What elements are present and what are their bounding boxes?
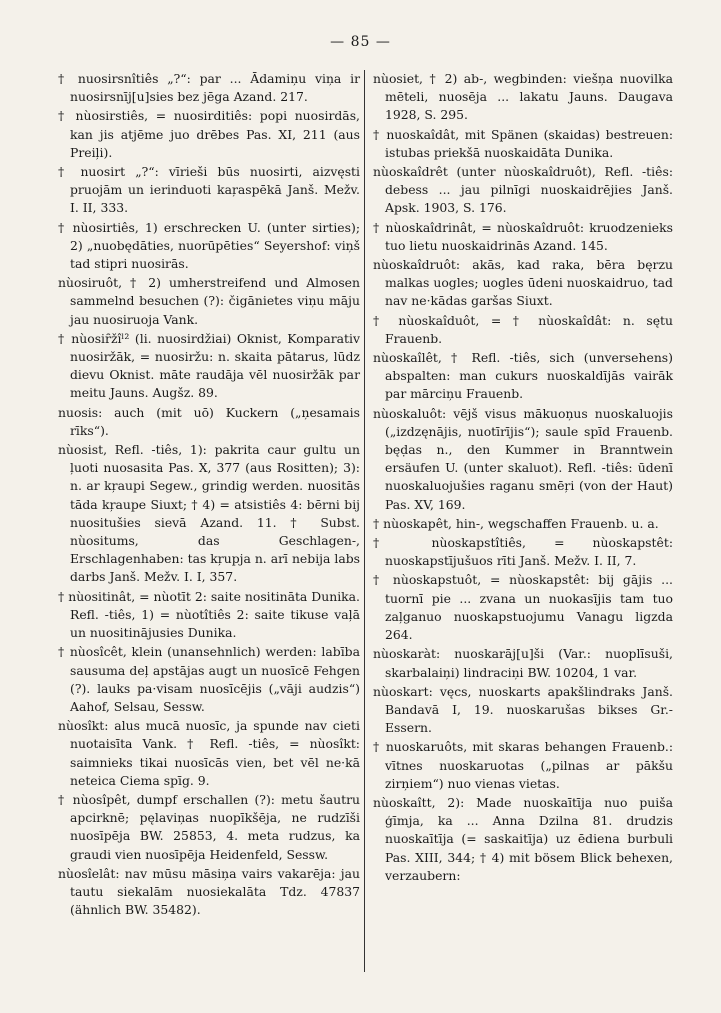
dictionary-entry: nùosist, Refl. -tiês, 1): pakrita caur gultu un ļuoti nuosasita Pas. X, 377 (aus Rositten); 3): n. ar kŗaupi Segew., grindig werden. nuositās tāda kŗaupe Siuxt; † 4) = atsistiês 4: bērni bij nuositušies sievā Azand. 11. † Subst. nùositums, das Geschlagen-, Erschlagenhaben: tas kŗupja n. arī nebija labs darbs Janš. Mežv. I. I, 357. [58, 442, 360, 585]
dictionary-entry: † nùoskapstîtiês, = nùoskapstêt: nuoskapstījušuos rīti Janš. Mežv. I. II, 7. [373, 535, 673, 569]
dictionary-entry: † nuoskaruôts, mit skaras behangen Frauenb.: vītnes nuoskaruotas („pilnas ar pākšu zirņiem“) nuo vienas vietas. [373, 739, 673, 791]
dictionary-entry: † nùosirstiês, = nuosirditiês: popi nuosirdās, kan jis atjēme juo drēbes Pas. XI, 211 (aus Preiļi). [58, 108, 360, 160]
dictionary-entry: nùoskaîdrêt (unter nùoskaîdruôt), Refl. -tiês: debess ... jau pilnīgi nuoskaidrējies Janš. Apsk. 1903, S. 176. [373, 164, 673, 216]
dictionary-entry: nùoskart: vęcs, nuoskarts apakšlindraks Janš. Bandavā I, 19. nuoskarušas bikses Gr.-Essern. [373, 683, 673, 736]
dictionary-entry: nùosiruôt, † 2) umherstreifend und Almosen sammelnd besuchen (?): čigānietes viņu māju jau nuosiruoja Vank. [58, 275, 360, 327]
column-divider [364, 70, 365, 972]
dictionary-entry: nùoskaîlêt, † Refl. -tiês, sich (unversehens) abspalten: man cukurs nuoskaldījās vairāk par mārciņu Frauenb. [373, 350, 673, 402]
dictionary-entry: nùosîelât: nav mūsu māsiņa vairs vakarēja: jau tautu siekalām nuosiekalāta Tdz. 47837 (ähnlich BW. 35482). [58, 865, 360, 918]
dictionary-entry: † nuoskaîdât, mit Spänen (skaidas) bestreuen: istubas priekšā nuoskaidāta Dunika. [373, 126, 673, 160]
dictionary-entry: † nùosîpêt, dumpf erschallen (?): metu šautru apcirknē; pęlaviņas nuopīkšēja, ne rudzīši nuosīpēja BW. 25853, 4. meta rudzus, ka graudi vien nuosīpēja Heidenfeld, Sessw. [58, 791, 360, 862]
dictionary-entry: † nuosirsnîtiês „?“: par ... Ādamiņu viņa ir nuosirsnīj[u]sies bez jēga Azand. 217. [58, 71, 360, 105]
dictionary-entry: nuosis: auch (mit uō) Kuckern („ņesamais rīks“). [58, 404, 360, 438]
dictionary-entry: † nuosirt „?“: vīrieši būs nuosirti, aizvęsti pruojām un ierinduoti kaŗaspēkā Janš. Mežv. I. II, 333. [58, 164, 360, 216]
dictionary-entry: † nùosirtiês, 1) erschrecken U. (unter sirties); 2) „nuobędāties, nuorūpēties“ Seyershof: viņš tad stipri nuosirās. [58, 219, 360, 272]
dictionary-entry: nùosîkt: alus mucā nuosīc, ja spunde nav cieti nuotaisīta Vank. † Refl. -tiês, = nùosîkt: saimnieks tikai nuosīcās vien, bet vēl ne·kā neteica Ciema spīg. 9. [58, 718, 360, 788]
dictionary-entry: † nùoskaîduôt, = † nùoskaîdât: n. sętu Frauenb. [373, 312, 673, 346]
dictionary-entry: nùosiet, † 2) ab-, wegbinden: viešņa nuovilka mēteli, nuosēja ... lakatu Jauns. Daugava 1928, S. 295. [373, 71, 673, 123]
right-column [373, 70, 673, 886]
left-column [58, 70, 360, 920]
dictionary-entry: † nùosîcêt, klein (unansehnlich) werden: labība sausuma deļ apstājas augt un nuosīcē Fehgen (?). lauks pa·visam nuosīcējis („vāji audzis“) Aahof, Selsau, Sessw. [58, 644, 360, 714]
dictionary-entry: nùoskaluôt: vējš visus mākuoņus nuoskaluojis („izdzęnājis, nuotīrījis“); saule spīd Frauenb. bęḍas n., den Kummer in Branntwein ersäufen U. (unter skaluot). Refl. -tiês: ūdenī nuoskaluojušies raganu smēŗi (von der Haut) Pas. XV, 169. [373, 405, 673, 512]
dictionary-entry: nùoskaràt: nuoskarāj[u]ši (Var.: nuoplīsuši, skarbalaiņi) lindraciņi BW. 10204, 1 var. [373, 646, 673, 680]
dictionary-entry: † nùoskapstuôt, = nùoskapstêt: bij gājis ... tuornī pie ... zvana un nuokasījis tam tuo zaļganuo nuoskapstuojumu Vanagu ligzda 264. [373, 572, 673, 643]
dictionary-entry: † nùoskapêt, hin-, wegschaffen Frauenb. u. a. [373, 515, 659, 531]
dictionary-entry: nùoskaîdruôt: akās, kad raka, bēra bęrzu malkas uogles; uogles ūdeni nuoskaidruo, tad nav ne·kādas garšas Siuxt. [373, 257, 673, 309]
dictionary-entry: † nùoskaîdrinât, = nùoskaîdruôt: kruodzenieks tuo lietu nuoskaidrinās Azand. 145. [373, 219, 673, 253]
dictionary-entry: † nùositinât, = nùotīt 2: saite nositināta Dunika. Refl. -tiês, 1) = nùotîtiês 2: saite tikuse vaļā un nuositinājusies Dunika. [58, 588, 360, 641]
dictionary-entry: † nùosiȓžîˡ² (li. nuosirdžiai) Oknist, Komparativ nuosiržāk, = nuosiržu: n. skaita pātarus, lūdz dievu Oknist. māte raudāja vēl nuosiržāk par meitu Jauns. Augšz. 89. [58, 330, 360, 401]
dictionary-entry: nùoskaîtt, 2): Made nuoskaītīja nuo puiša ģīmja, ka ... Anna Dzilna 81. drudzis nuoskaītīja (= saskaitīja) uz ēdiena burbuli Pas. XIII, 344; † 4) mit bösem Blick behexen, verzaubern: [373, 794, 673, 883]
page-number: — 85 — [330, 34, 391, 50]
